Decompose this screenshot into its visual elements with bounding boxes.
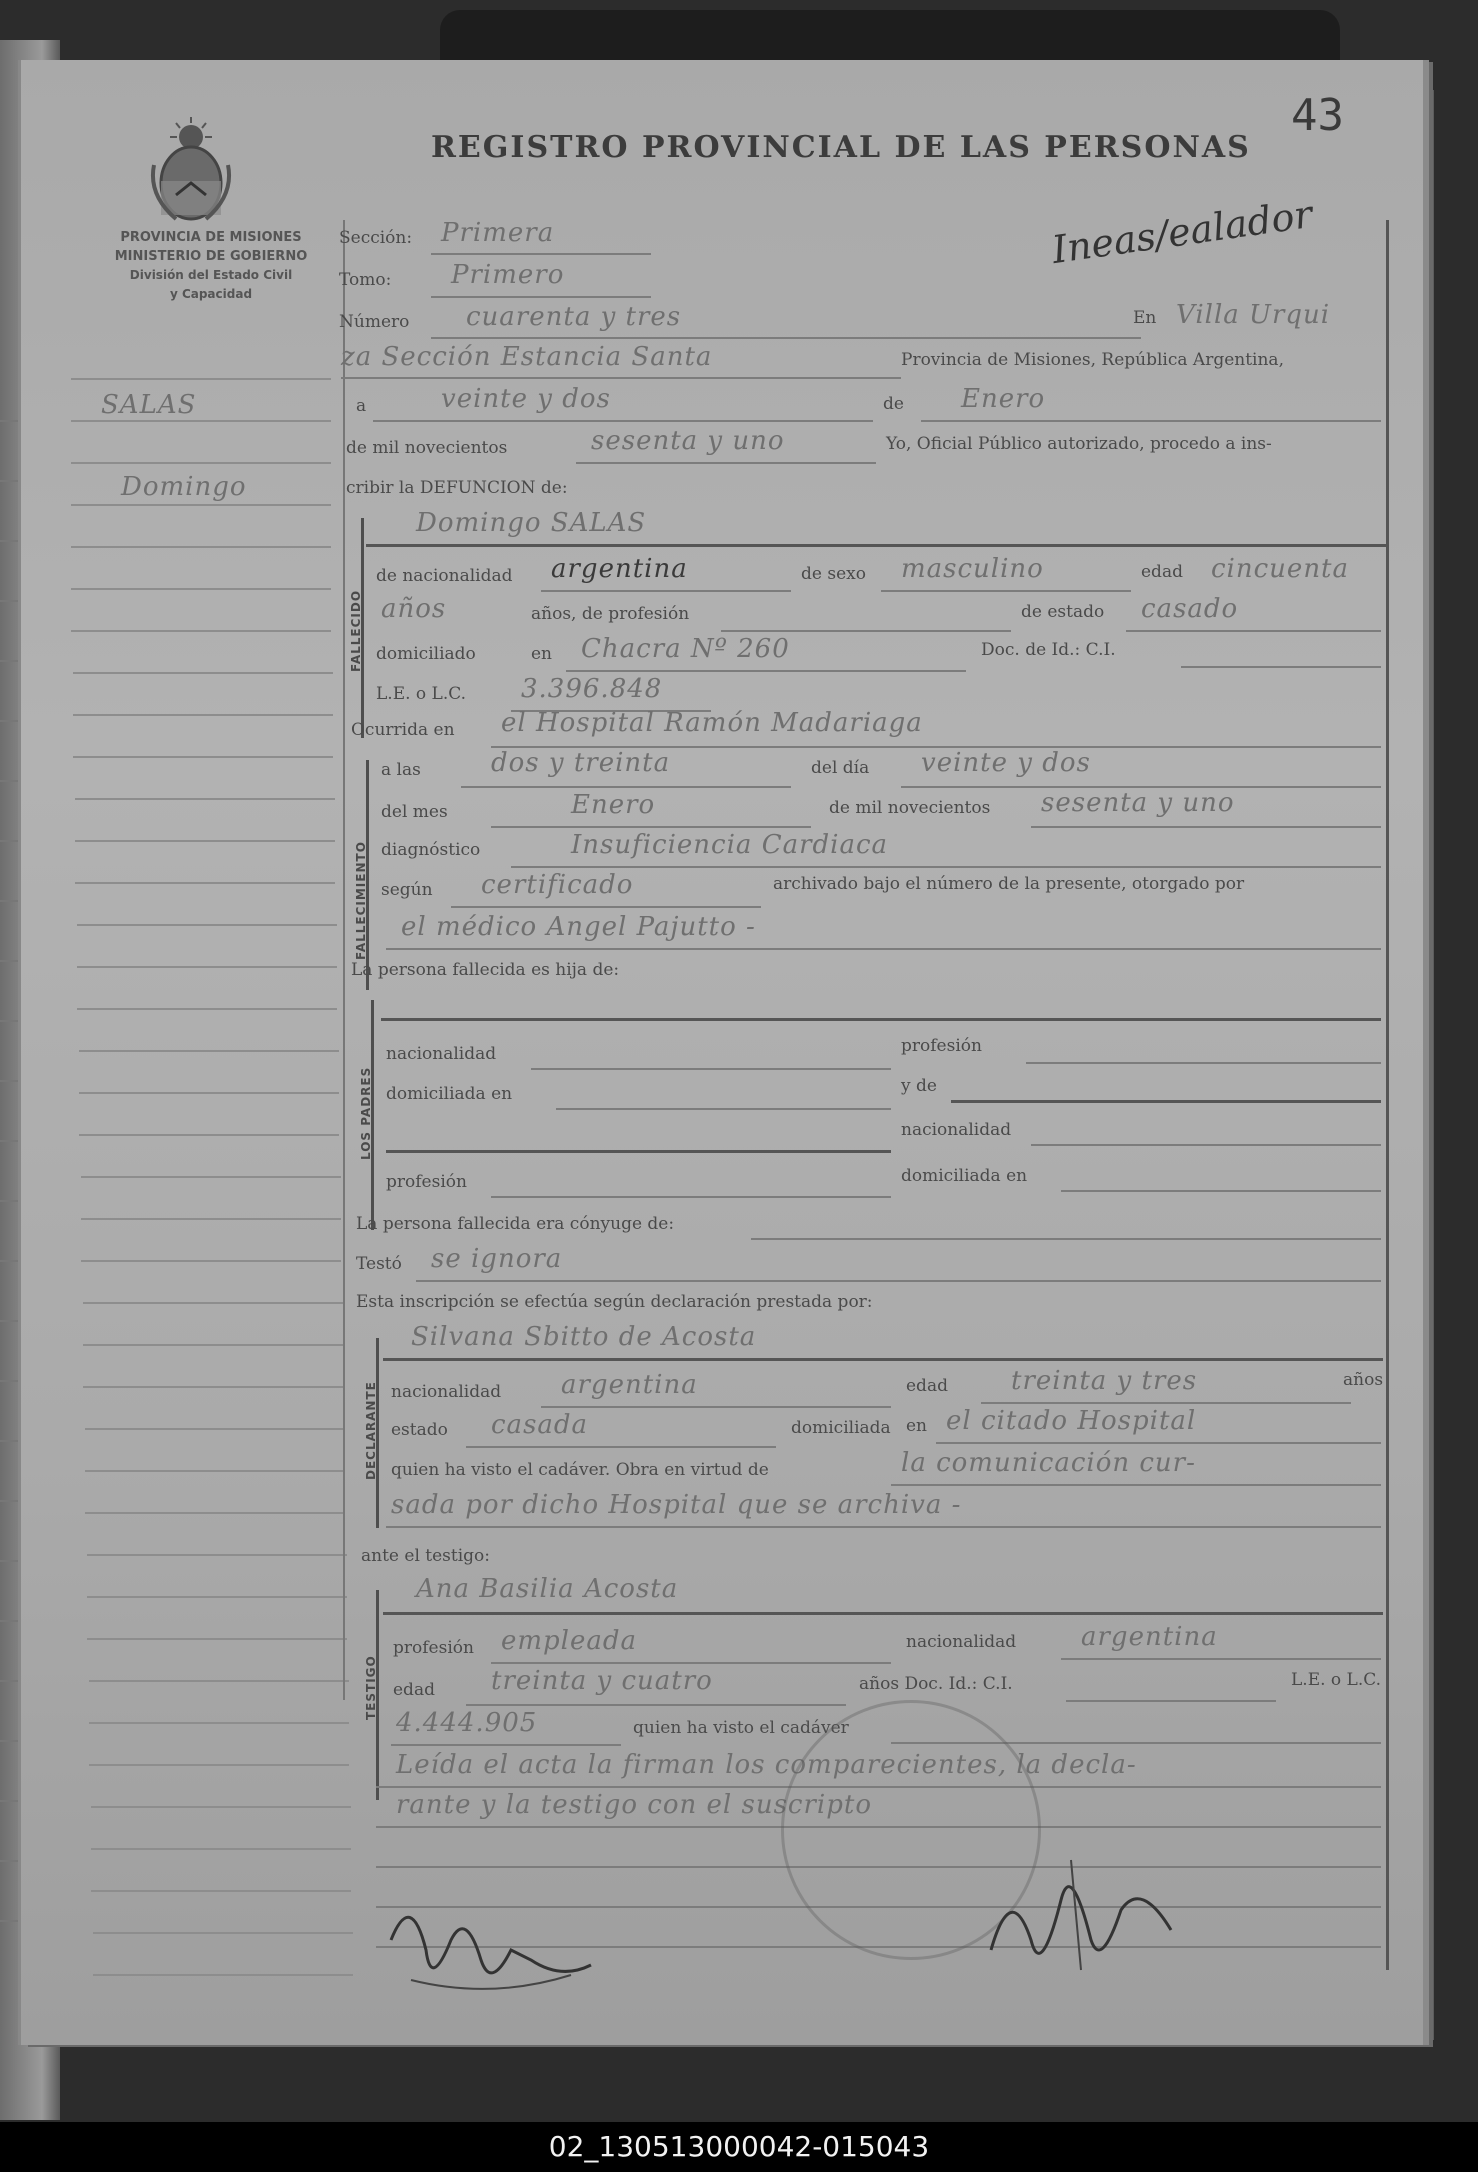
del-dia-label: del día <box>811 758 870 778</box>
dec-estado-label: estado <box>391 1420 448 1440</box>
diagnostico-value: Insuficiencia Cardiaca <box>571 830 889 860</box>
dec-edad-value: treinta y tres <box>1011 1366 1198 1396</box>
dec-estado-value: casada <box>491 1410 589 1440</box>
declarante-name: Silvana Sbitto de Acosta <box>411 1322 757 1352</box>
edad-value: cincuenta <box>1211 554 1350 584</box>
closing-statement-continued: rante y la testigo con el suscripto <box>396 1790 872 1820</box>
ocurrida-label: Ocurrida en <box>351 720 455 740</box>
dec-domiciliada-label: domiciliada <box>791 1418 891 1438</box>
fallecido-section-label: FALLECIDO <box>349 589 363 672</box>
inscripcion-text: Esta inscripción se efectúa según declaración prestada por: <box>356 1292 873 1312</box>
tes-profesion-label: profesión <box>393 1638 474 1658</box>
padres-section-label: LOS PADRES <box>359 1066 373 1160</box>
edad-label: edad <box>1141 562 1183 582</box>
padres-domiciliada2-label: domiciliada en <box>901 1166 1028 1186</box>
del-mes-value: Enero <box>571 790 656 820</box>
tes-doc-value: 4.444.905 <box>396 1708 538 1738</box>
segun-value: certificado <box>481 870 634 900</box>
archivado-text: archivado bajo el número de la presente, otorgado por <box>773 874 1245 894</box>
authority-line: PROVINCIA DE MISIONES <box>120 230 302 245</box>
right-border <box>1386 220 1389 1970</box>
domiciliado-value: Chacra Nº 260 <box>581 634 790 664</box>
de-label: de <box>883 394 904 414</box>
oficial-text: Yo, Oficial Público autorizado, procedo a ins- <box>886 434 1272 454</box>
nacionalidad-label: de nacionalidad <box>376 566 513 586</box>
margin-annotation-handwriting: Ineas/ealador <box>1049 191 1316 273</box>
issuing-authority <box>61 228 361 304</box>
dec-virtud-value: la comunicación cur- <box>901 1448 1196 1478</box>
dec-anos-label: años <box>1343 1370 1384 1390</box>
nacionalidad-value: argentina <box>551 554 688 584</box>
dec-nacionalidad-label: nacionalidad <box>391 1382 502 1402</box>
dec-nacionalidad-value: argentina <box>561 1370 698 1400</box>
domiciliado-en-label: en <box>531 644 553 664</box>
authority-line: y Capacidad <box>169 287 253 301</box>
edad-continued-value: años <box>381 594 447 624</box>
padres-nacionalidad2-label: nacionalidad <box>901 1120 1012 1140</box>
inscribir-text: cribir la DEFUNCION de: <box>346 478 568 498</box>
de-value: Enero <box>961 384 1046 414</box>
testigo-section-label: TESTIGO <box>364 1655 378 1720</box>
dec-domiciliada-value: el citado Hospital <box>946 1406 1197 1436</box>
a-value: veinte y dos <box>441 384 611 414</box>
dec-en-label: en <box>906 1416 928 1436</box>
dec-edad-label: edad <box>906 1376 948 1396</box>
numero-label: Número <box>339 312 410 332</box>
margin-surname: SALAS <box>101 390 197 420</box>
del-mes-label: del mes <box>381 802 448 822</box>
a-label: a <box>356 396 367 416</box>
medico-value: el médico Angel Pajutto - <box>401 912 756 942</box>
en-value: Villa Urqui <box>1176 300 1331 330</box>
provincia-text: Provincia de Misiones, República Argentina, <box>901 350 1284 370</box>
testo-label: Testó <box>356 1254 402 1274</box>
tomo-value: Primero <box>451 260 565 290</box>
sexo-value: masculino <box>901 554 1044 584</box>
tes-edad-value: treinta y cuatro <box>491 1666 713 1696</box>
column-divider <box>343 220 345 1700</box>
dec-visto-text: quien ha visto el cadáver. Obra en virtud de <box>391 1460 769 1480</box>
tes-nacionalidad-label: nacionalidad <box>906 1632 1017 1652</box>
declarante-section-label: DECLARANTE <box>364 1381 378 1480</box>
padres-nacionalidad-label: nacionalidad <box>386 1044 497 1064</box>
estado-label: de estado <box>1021 602 1105 622</box>
deceased-name: Domingo SALAS <box>416 508 647 538</box>
numero-value: cuarenta y tres <box>466 302 682 332</box>
padres-y-de-label: y de <box>901 1076 937 1096</box>
tes-edad-label: edad <box>393 1680 435 1700</box>
mil2-label: de mil novecientos <box>829 798 991 818</box>
officer-signature-icon <box>971 1840 1201 1990</box>
tes-nacionalidad-value: argentina <box>1081 1622 1218 1652</box>
padres-profesion-label: profesión <box>901 1036 982 1056</box>
conyuge-text: La persona fallecida era cónyuge de: <box>356 1214 675 1234</box>
doc-id-label: Doc. de Id.: C.I. <box>981 640 1116 660</box>
tomo-label: Tomo: <box>339 270 392 290</box>
coat-of-arms-icon <box>146 115 236 225</box>
margin-given-name: Domingo <box>121 472 247 502</box>
del-dia-value: veinte y dos <box>921 748 1091 778</box>
diagnostico-label: diagnóstico <box>381 840 481 860</box>
mil-label: de mil novecientos <box>346 438 508 458</box>
folio-number: 43 <box>1291 90 1344 141</box>
en-label: En <box>1133 308 1157 328</box>
authority-line: División del Estado Civil <box>129 268 293 282</box>
mil2-value: sesenta y uno <box>1041 788 1235 818</box>
mil-value: sesenta y uno <box>591 426 785 456</box>
testo-value: se ignora <box>431 1244 563 1274</box>
le-lc-value: 3.396.848 <box>521 674 663 704</box>
sexo-label: de sexo <box>801 564 866 584</box>
dec-virtud-value-continued: sada por dicho Hospital que se archiva - <box>391 1490 962 1520</box>
padres-profesion2-label: profesión <box>386 1172 467 1192</box>
ocurrida-value: el Hospital Ramón Madariaga <box>501 708 923 738</box>
tes-le-label: L.E. o L.C. <box>1291 1670 1382 1690</box>
closing-statement: Leída el acta la firman los comparecientes, la decla- <box>396 1750 1137 1780</box>
fallecimiento-section-label: FALLECIMIENTO <box>354 841 368 960</box>
seccion-label: Sección: <box>339 228 413 248</box>
estado-value: casado <box>1141 594 1239 624</box>
tes-anos-label: años Doc. Id.: C.I. <box>859 1674 1013 1694</box>
image-identifier: 02_130513000042-015043 <box>548 2130 930 2163</box>
register-page <box>18 60 1423 2045</box>
hija-text: La persona fallecida es hija de: <box>351 960 620 980</box>
le-lc-label: L.E. o L.C. <box>376 684 467 704</box>
testigo-name: Ana Basilia Acosta <box>416 1574 679 1604</box>
anos-profesion-label: años, de profesión <box>531 604 690 624</box>
tes-profesion-value: empleada <box>501 1626 638 1656</box>
a-las-value: dos y treinta <box>491 748 671 778</box>
page-title: REGISTRO PROVINCIAL DE LAS PERSONAS <box>431 130 1251 165</box>
authority-line: MINISTERIO DE GOBIERNO <box>114 249 308 264</box>
ante-text: ante el testigo: <box>361 1546 491 1566</box>
tes-visto-text: quien ha visto el cadáver <box>633 1718 849 1738</box>
a-las-label: a las <box>381 760 421 780</box>
padres-domiciliada-label: domiciliada en <box>386 1084 513 1104</box>
location-line-value: za Sección Estancia Santa <box>341 342 713 372</box>
segun-label: según <box>381 880 433 900</box>
domiciliado-label: domiciliado <box>376 644 476 664</box>
declarant-signature-icon <box>371 1880 631 2020</box>
seccion-value: Primera <box>441 218 555 248</box>
